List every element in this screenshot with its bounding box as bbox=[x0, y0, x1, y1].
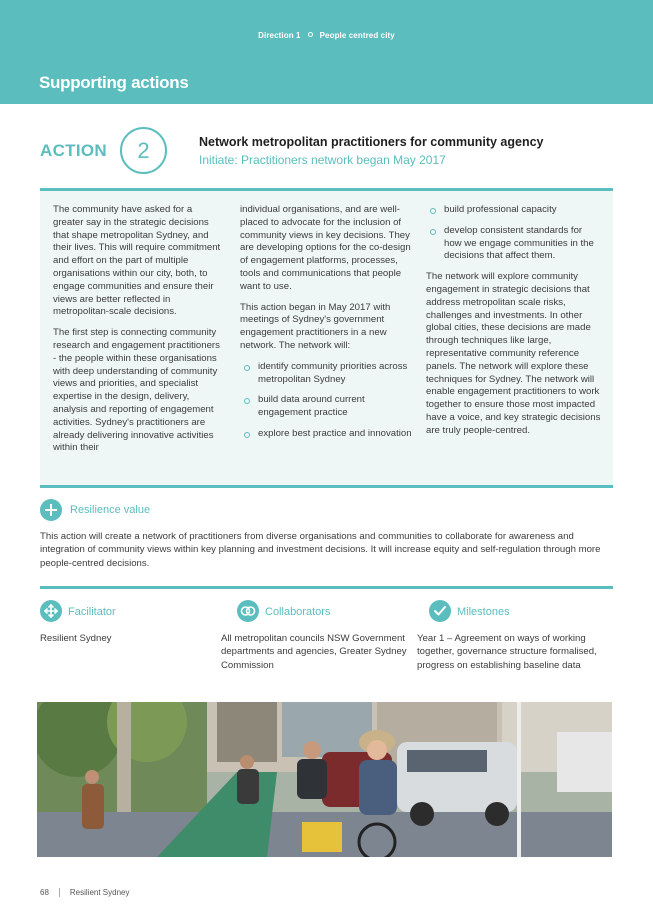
publication-name: Resilient Sydney bbox=[69, 888, 130, 897]
action-title: Network metropolitan practitioners for community agency bbox=[199, 135, 544, 149]
separator-dot-icon bbox=[308, 32, 313, 37]
direction-breadcrumb bbox=[0, 31, 653, 40]
list-item: explore best practice and innovation bbox=[240, 428, 412, 441]
direction-name: People centred city bbox=[319, 31, 395, 40]
facilitator-text: Resilient Sydney bbox=[40, 633, 112, 644]
text-column-3 bbox=[426, 204, 601, 446]
milestones-title: Milestones bbox=[457, 606, 510, 618]
list-item: identify community priorities across metropolitan Sydney bbox=[240, 361, 412, 387]
collaborators-text: All metropolitan councils NSW Government departments and agencies, Greater Sydney Commission bbox=[221, 633, 407, 671]
paragraph: The first step is connecting community research and engagement practitioners - the people within these organisations with deep understanding of community views and priorities, and specialist expertise in the design, delivery, analysis and reporting of engagement activities. Sydney's practitioners are already delivering innovative activities within their bbox=[53, 327, 220, 454]
network-goals-list-continued bbox=[426, 204, 601, 263]
resilience-heading: Resilience value bbox=[70, 504, 151, 516]
footer-divider bbox=[59, 888, 60, 897]
street-cyclists-photo bbox=[37, 702, 612, 857]
list-item: develop consistent standards for how we engage communities in the decisions that affect them. bbox=[426, 225, 601, 263]
action-description-panel bbox=[40, 188, 613, 488]
text-column-1 bbox=[53, 204, 225, 463]
paragraph: individual organisations, and are well-placed to advocate for the inclusion of community views in key decisions. They are developing options for the co-design of engagement platforms, processes, tools and communications that people want to use. bbox=[240, 204, 411, 292]
action-number-badge: 2 bbox=[120, 127, 167, 174]
action-subtitle: Initiate: Practitioners network began May 2017 bbox=[199, 153, 446, 167]
direction-label: Direction 1 bbox=[258, 31, 301, 40]
resilience-text: This action will create a network of practitioners from diverse organisations and communities to collaborate for awareness and integration of community views within key planning and investment decisions. It will increase equity and self-regulation through more people-centred decisions. bbox=[40, 531, 601, 569]
linked-circles-icon bbox=[237, 600, 259, 622]
section-title: Supporting actions bbox=[39, 73, 189, 92]
page-header bbox=[0, 0, 653, 104]
network-goals-list bbox=[240, 361, 412, 441]
paragraph: The network will explore community engagement in strategic decisions that address metropolitan scale risks, challenges and investments. In other global cities, these decisions are made through techniques like large, representative community reference panels. The network will explore these techniques for Sydney. The network will enable engagement practitioners to work together to ensure those most impacted have a voice, and key strategic decisions are truly people-centred. bbox=[426, 271, 601, 436]
action-label: ACTION bbox=[40, 141, 107, 160]
plus-icon bbox=[40, 499, 62, 521]
collaborators-title: Collaborators bbox=[265, 606, 331, 618]
page-footer bbox=[40, 888, 130, 897]
checkmark-icon bbox=[429, 600, 451, 622]
divider bbox=[40, 586, 613, 589]
arrows-out-icon bbox=[40, 600, 62, 622]
text-column-2 bbox=[240, 204, 412, 449]
paragraph: The community have asked for a greater say in the strategic decisions that shape metropolitan Sydney, and their lives. This will require commitment and effort on the part of multiple organisations within our city, both, to engage communities and ensure their views are better reflected in metropolitan-scale decisions. bbox=[53, 204, 221, 318]
paragraph: This action began in May 2017 with meetings of Sydney's government engagement practitioners in a new network. The network will: bbox=[240, 301, 391, 351]
milestones-text: Year 1 – Agreement on ways of working together, governance structure formalised, progress on establishing baseline data bbox=[417, 633, 597, 671]
list-item: build professional capacity bbox=[426, 204, 601, 217]
facilitator-title: Facilitator bbox=[68, 606, 116, 618]
list-item: build data around current engagement practice bbox=[240, 394, 412, 420]
page-number: 68 bbox=[40, 888, 49, 897]
